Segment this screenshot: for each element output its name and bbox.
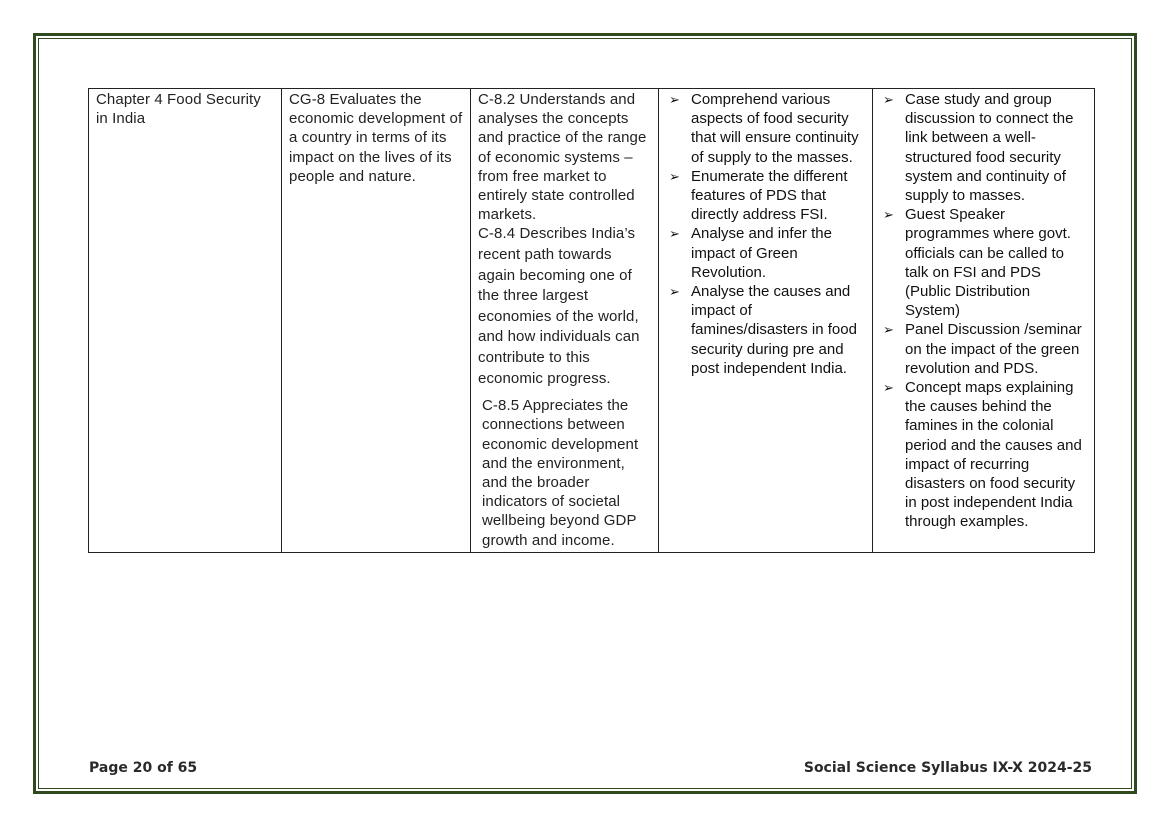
list-item (880, 320, 1088, 378)
list-item (666, 282, 866, 378)
curricular-goal-cell (282, 89, 471, 553)
pedagogy-list (880, 90, 1088, 532)
list-item (666, 167, 866, 225)
syllabus-table (88, 88, 1095, 553)
learning-outcomes-cell (659, 89, 873, 553)
list-item (666, 224, 866, 282)
curricular-goal-text: CG-8 Evaluates the economic development of a country in terms of its impact on the lives of its people and nature. (289, 91, 463, 185)
arrow-bullet-icon: ➢ (669, 284, 680, 300)
pedagogy-text: Guest Speaker programmes where govt. officials can be called to talk on FSI and PDS (Public Distribution System) (905, 206, 1071, 320)
pedagogy-text: Concept maps explaining the causes behind the famines in the colonial period and the causes and impact of recurring disasters on food security in post independent India through examples. (905, 379, 1082, 531)
list-item (880, 205, 1088, 320)
list-item (880, 378, 1088, 532)
learning-outcome-text: Analyse the causes and impact of famines/disasters in food security during pre and post independent India. (691, 283, 857, 377)
arrow-bullet-icon: ➢ (883, 207, 894, 223)
page-number: Page 20 of 65 (89, 760, 198, 776)
learning-outcomes-list (666, 90, 866, 378)
document-title: Social Science Syllabus IX-X 2024-25 (803, 760, 1092, 776)
chapter-cell (89, 89, 282, 553)
learning-outcome-text: Enumerate the different features of PDS that directly address FSI. (691, 167, 848, 224)
pedagogy-text: Case study and group discussion to connect the link between a well-structured food security system and continuity of supply to masses. (905, 91, 1074, 205)
chapter-text: Chapter 4 Food Security in India (96, 91, 261, 128)
learning-outcome-text: Comprehend various aspects of food security that will ensure continuity of supply to the masses. (691, 91, 859, 166)
list-item (666, 90, 866, 167)
arrow-bullet-icon: ➢ (883, 322, 894, 338)
learning-outcome-text: Analyse and infer the impact of Green Revolution. (691, 225, 832, 281)
competency-item: C-8.5 Appreciates the connections between economic development and the environment, and the broader indicators of societal wellbeing beyond GDP growth and income. (482, 397, 639, 549)
list-item (880, 90, 1088, 205)
competency-item: C-8.2 Understands and analyses the concepts and practice of the range of economic systems – from free market to entirely state controlled markets. (478, 91, 647, 224)
arrow-bullet-icon: ➢ (669, 226, 680, 242)
pedagogy-text: Panel Discussion /seminar on the impact of the green revolution and PDS. (905, 321, 1082, 377)
arrow-bullet-icon: ➢ (669, 168, 680, 184)
pedagogy-cell (873, 89, 1095, 553)
arrow-bullet-icon: ➢ (883, 380, 894, 396)
arrow-bullet-icon: ➢ (669, 92, 680, 107)
table-row (89, 89, 1095, 553)
arrow-bullet-icon: ➢ (883, 92, 894, 107)
competencies-cell (471, 89, 659, 553)
competency-item: C-8.4 Describes India’s recent path towards again becoming one of the three largest economies of the world, and how individuals can contribute to this economic progress. (478, 225, 640, 387)
